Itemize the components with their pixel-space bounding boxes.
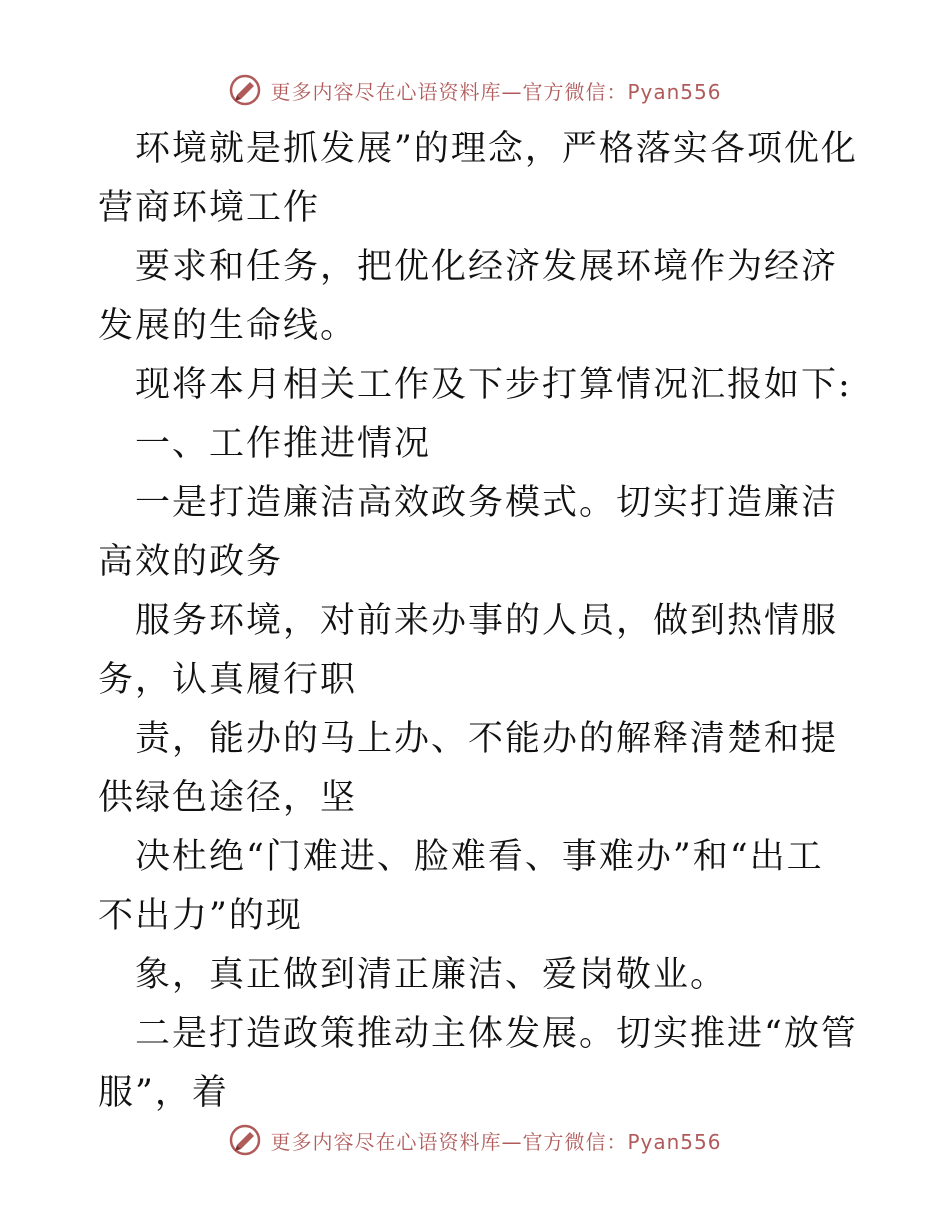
paragraph-2: 要求和任务，把优化经济发展环境作为经济发展的生命线。 <box>98 247 839 346</box>
pen-logo-icon <box>228 1123 262 1157</box>
paragraph-3: 现将本月相关工作及下步打算情况汇报如下: <box>135 365 852 405</box>
paragraph-9: 象，真正做到清正廉洁、爱岗敬业。 <box>135 955 728 995</box>
paragraph-10: 二是打造政策推动主体发展。切实推进“放管服”，着 <box>98 1014 858 1113</box>
paragraph-1: 环境就是抓发展”的理念，严格落实各项优化营商环境工作 <box>98 129 858 228</box>
paragraph-7: 责，能办的马上办、不能办的解释清楚和提供绿色途径，坚 <box>98 719 839 818</box>
paragraph-5: 一是打造廉洁高效政务模式。切实打造廉洁高效的政务 <box>98 483 839 582</box>
footer-watermark-banner <box>0 1120 950 1160</box>
pen-logo-icon <box>228 73 262 107</box>
paragraph-8: 决杜绝“门难进、脸难看、事难办”和“出工不出力”的现 <box>98 837 824 936</box>
section-heading: 一、工作推进情况 <box>135 424 432 464</box>
footer-banner-text: 更多内容尽在心语资料库—官方微信：Pyan556 <box>270 1129 722 1154</box>
paragraph-6: 服务环境，对前来办事的人员，做到热情服务，认真履行职 <box>98 601 839 700</box>
document-body <box>98 120 858 1123</box>
header-banner-text: 更多内容尽在心语资料库—官方微信：Pyan556 <box>270 79 722 104</box>
header-watermark-banner <box>0 70 950 110</box>
